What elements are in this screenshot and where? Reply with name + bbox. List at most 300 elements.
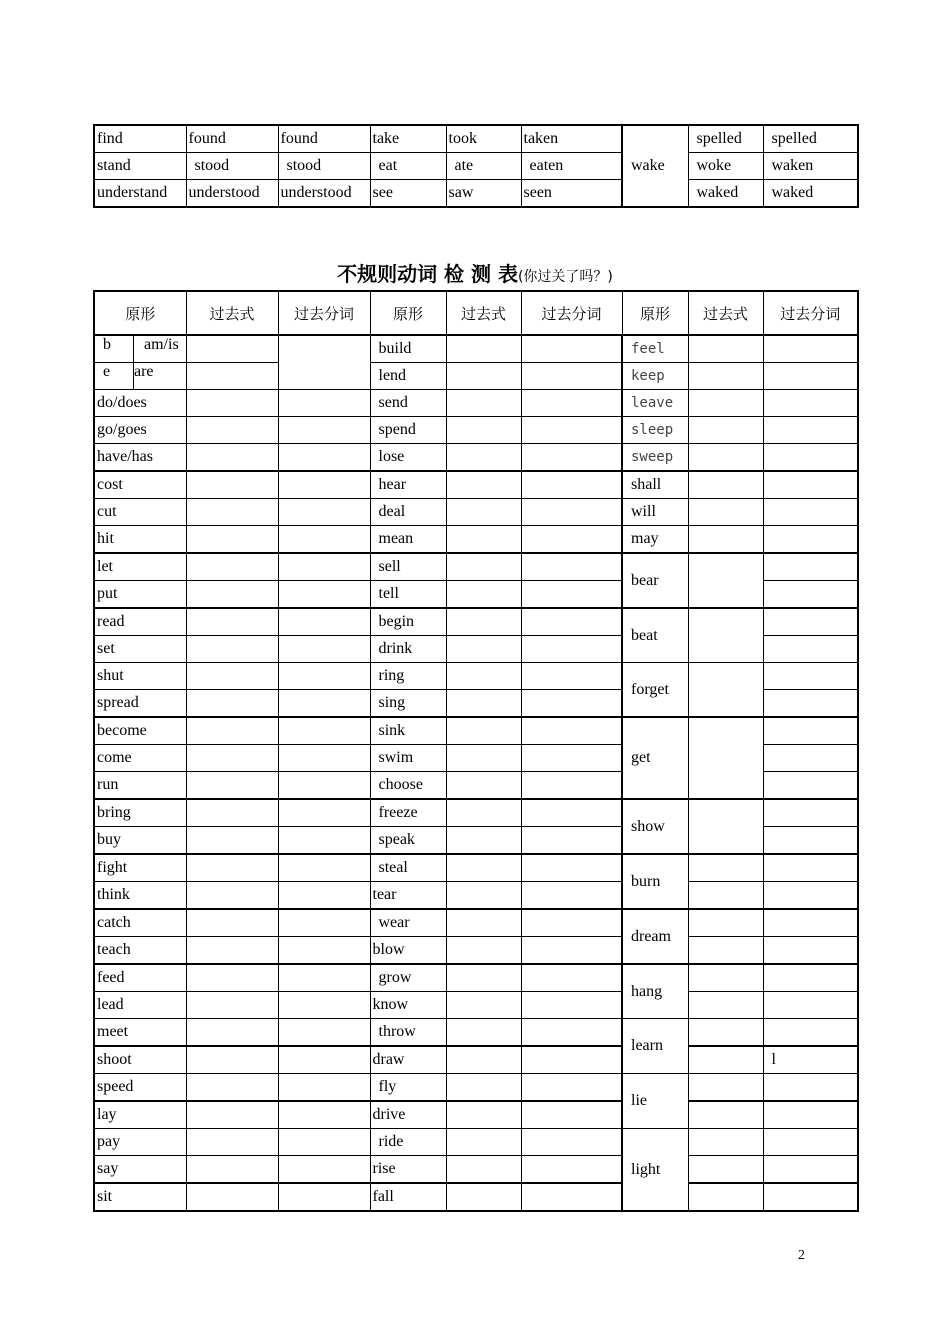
cell: woke [688, 153, 763, 180]
verb-base: grow [370, 964, 446, 992]
answer-cell[interactable] [446, 1074, 521, 1102]
answer-cell[interactable] [763, 882, 858, 910]
answer-cell[interactable] [521, 717, 622, 745]
answer-cell[interactable] [278, 390, 370, 417]
verb-base: do/does [94, 390, 186, 417]
answer-cell[interactable] [521, 772, 622, 800]
answer-cell[interactable] [521, 937, 622, 965]
table-row [94, 444, 858, 472]
cell: took [446, 125, 521, 153]
answer-cell[interactable] [688, 882, 763, 910]
answer-cell[interactable] [763, 444, 858, 472]
answer-cell[interactable] [521, 471, 622, 499]
answer-cell[interactable] [688, 499, 763, 526]
verb-base: speak [370, 827, 446, 855]
answer-cell[interactable] [688, 444, 763, 472]
verb-base: swim [370, 745, 446, 772]
answer-cell[interactable] [521, 690, 622, 718]
verb-base: hit [94, 526, 186, 554]
answer-cell[interactable] [278, 1129, 370, 1156]
header-cell: 原形 [94, 291, 186, 335]
answer-cell[interactable] [446, 772, 521, 800]
answer-cell[interactable] [446, 882, 521, 910]
answer-cell[interactable] [446, 745, 521, 772]
answer-cell[interactable] [186, 444, 278, 472]
verb-base: read [94, 608, 186, 636]
be-letter-e: e [95, 363, 134, 389]
cell: ate [446, 153, 521, 180]
answer-cell[interactable] [446, 553, 521, 581]
answer-cell[interactable] [278, 937, 370, 965]
answer-cell[interactable] [278, 636, 370, 663]
table-row [94, 1074, 858, 1102]
answer-cell[interactable] [763, 636, 858, 663]
answer-cell[interactable] [688, 799, 763, 854]
table-row [94, 909, 858, 937]
answer-cell[interactable] [688, 854, 763, 882]
answer-cell[interactable] [278, 717, 370, 745]
answer-cell[interactable] [446, 335, 521, 363]
answer-cell[interactable] [186, 1183, 278, 1211]
verb-base: spend [370, 417, 446, 444]
answer-cell[interactable] [688, 1019, 763, 1047]
answer-cell[interactable] [446, 909, 521, 937]
answer-cell[interactable] [186, 390, 278, 417]
answer-cell[interactable] [688, 608, 763, 663]
answer-cell[interactable] [278, 444, 370, 472]
cell: understand [94, 180, 186, 208]
answer-cell[interactable] [186, 335, 278, 363]
cell: stood [278, 153, 370, 180]
answer-note[interactable]: l [763, 1046, 858, 1074]
cell: seen [521, 180, 622, 208]
answer-cell[interactable] [446, 799, 521, 827]
answer-cell[interactable] [688, 992, 763, 1019]
header-cell: 原形 [370, 291, 446, 335]
cell: stand [94, 153, 186, 180]
answer-cell[interactable] [278, 1046, 370, 1074]
verb-base: let [94, 553, 186, 581]
answer-cell[interactable] [186, 636, 278, 663]
answer-cell[interactable] [521, 964, 622, 992]
answer-cell[interactable] [521, 335, 622, 363]
answer-cell[interactable] [278, 854, 370, 882]
verb-base: begin [370, 608, 446, 636]
cell: waked [763, 180, 858, 208]
answer-cell[interactable] [521, 363, 622, 390]
answer-cell[interactable] [278, 745, 370, 772]
verb-base: meet [94, 1019, 186, 1047]
answer-cell[interactable] [186, 608, 278, 636]
answer-cell[interactable] [278, 1074, 370, 1102]
answer-cell[interactable] [521, 854, 622, 882]
verb-base: ride [370, 1129, 446, 1156]
answer-cell[interactable] [688, 1129, 763, 1156]
verb-base: shut [94, 663, 186, 690]
table-row [94, 553, 858, 581]
verb-base: leave [622, 390, 688, 417]
answer-cell[interactable] [186, 663, 278, 690]
verb-base: lie [622, 1074, 688, 1129]
answer-cell[interactable] [521, 1101, 622, 1129]
answer-cell[interactable] [278, 1183, 370, 1211]
answer-cell[interactable] [763, 608, 858, 636]
answer-cell[interactable] [446, 444, 521, 472]
header-cell: 过去分词 [521, 291, 622, 335]
verb-base: buy [94, 827, 186, 855]
verb-base: fight [94, 854, 186, 882]
verb-base: are [134, 363, 154, 380]
verb-base: cost [94, 471, 186, 499]
answer-cell[interactable] [763, 745, 858, 772]
top-verb-table [93, 124, 859, 208]
answer-cell[interactable] [278, 471, 370, 499]
header-cell: 过去分词 [278, 291, 370, 335]
answer-cell[interactable] [186, 964, 278, 992]
verb-base: wear [370, 909, 446, 937]
table-row [94, 1101, 858, 1129]
answer-cell[interactable] [186, 827, 278, 855]
answer-cell[interactable] [763, 471, 858, 499]
verb-base: may [622, 526, 688, 554]
answer-cell[interactable] [186, 1019, 278, 1047]
verb-base: hang [622, 964, 688, 1019]
answer-cell[interactable] [521, 636, 622, 663]
verb-base: pay [94, 1129, 186, 1156]
verb-base: think [94, 882, 186, 910]
answer-cell[interactable] [763, 581, 858, 609]
answer-cell[interactable] [763, 1156, 858, 1184]
answer-cell[interactable] [446, 1156, 521, 1184]
verb-base: fly [370, 1074, 446, 1102]
answer-cell[interactable] [763, 417, 858, 444]
answer-cell[interactable] [278, 909, 370, 937]
table-row [94, 363, 858, 390]
answer-cell[interactable] [763, 1074, 858, 1102]
verb-base: lose [370, 444, 446, 472]
answer-cell[interactable] [446, 1046, 521, 1074]
answer-cell[interactable] [688, 663, 763, 718]
answer-cell[interactable] [763, 499, 858, 526]
verb-base: say [94, 1156, 186, 1184]
verb-base: rise [370, 1156, 446, 1184]
answer-cell[interactable] [186, 690, 278, 718]
cell: understood [186, 180, 278, 208]
answer-cell[interactable] [278, 499, 370, 526]
verb-base: lay [94, 1101, 186, 1129]
verb-base: send [370, 390, 446, 417]
answer-cell[interactable] [763, 827, 858, 855]
answer-cell[interactable] [446, 471, 521, 499]
verb-base: choose [370, 772, 446, 800]
answer-cell[interactable] [763, 363, 858, 390]
answer-cell[interactable] [446, 526, 521, 554]
answer-cell[interactable] [763, 717, 858, 745]
answer-cell[interactable] [521, 1019, 622, 1047]
answer-cell[interactable] [446, 827, 521, 855]
cell: waked [688, 180, 763, 208]
answer-cell[interactable] [446, 690, 521, 718]
cell: stood [186, 153, 278, 180]
answer-cell[interactable] [278, 608, 370, 636]
answer-cell[interactable] [688, 526, 763, 554]
answer-cell[interactable] [278, 1156, 370, 1184]
table-row [94, 882, 858, 910]
header-cell: 过去式 [446, 291, 521, 335]
answer-cell[interactable] [278, 882, 370, 910]
answer-cell[interactable] [186, 471, 278, 499]
answer-cell[interactable] [186, 499, 278, 526]
verb-base: sweep [622, 444, 688, 472]
answer-cell[interactable] [521, 1183, 622, 1211]
answer-cell[interactable] [763, 1183, 858, 1211]
answer-cell[interactable] [186, 363, 278, 390]
verb-base: become [94, 717, 186, 745]
answer-cell[interactable] [521, 390, 622, 417]
answer-cell[interactable] [763, 937, 858, 965]
answer-cell[interactable] [186, 1074, 278, 1102]
table-row [94, 1019, 858, 1047]
answer-cell[interactable] [688, 717, 763, 799]
table-row [94, 1183, 858, 1211]
answer-cell[interactable] [763, 1129, 858, 1156]
answer-cell[interactable] [688, 1101, 763, 1129]
answer-cell[interactable] [278, 772, 370, 800]
answer-cell[interactable] [688, 390, 763, 417]
answer-cell[interactable] [763, 690, 858, 718]
header-row [94, 291, 858, 335]
answer-cell[interactable] [521, 553, 622, 581]
verb-base: will [622, 499, 688, 526]
verb-base: come [94, 745, 186, 772]
answer-cell[interactable] [446, 1129, 521, 1156]
answer-cell[interactable] [688, 471, 763, 499]
answer-cell[interactable] [186, 854, 278, 882]
answer-cell[interactable] [446, 937, 521, 965]
answer-cell[interactable] [446, 1183, 521, 1211]
verb-base: show [622, 799, 688, 854]
answer-cell[interactable] [521, 1129, 622, 1156]
verb-base: speed [94, 1074, 186, 1102]
verb-base: blow [370, 937, 446, 965]
answer-cell[interactable] [446, 854, 521, 882]
answer-cell[interactable] [521, 663, 622, 690]
cell: saw [446, 180, 521, 208]
answer-cell[interactable] [186, 553, 278, 581]
header-cell: 过去分词 [763, 291, 858, 335]
answer-cell[interactable] [278, 581, 370, 609]
header-cell: 原形 [622, 291, 688, 335]
answer-cell[interactable] [278, 417, 370, 444]
table-row [94, 937, 858, 965]
verb-base: have/has [94, 444, 186, 472]
verb-base: catch [94, 909, 186, 937]
answer-cell[interactable] [278, 1101, 370, 1129]
answer-cell[interactable] [521, 444, 622, 472]
cell: eaten [521, 153, 622, 180]
answer-cell[interactable] [278, 1019, 370, 1047]
answer-cell[interactable] [278, 964, 370, 992]
table-row [94, 153, 858, 180]
table-row [94, 335, 858, 363]
table-row [94, 608, 858, 636]
answer-cell[interactable] [763, 663, 858, 690]
answer-cell[interactable] [763, 854, 858, 882]
cell: find [94, 125, 186, 153]
answer-cell[interactable] [688, 335, 763, 363]
verb-base: mean [370, 526, 446, 554]
answer-cell[interactable] [446, 992, 521, 1019]
be-cell [94, 335, 186, 363]
answer-cell[interactable] [446, 581, 521, 609]
answer-cell[interactable] [763, 909, 858, 937]
answer-cell[interactable] [446, 363, 521, 390]
answer-cell[interactable] [186, 1156, 278, 1184]
verb-base: light [622, 1129, 688, 1212]
verb-base: drive [370, 1101, 446, 1129]
answer-cell[interactable] [446, 663, 521, 690]
verb-base: tell [370, 581, 446, 609]
answer-cell[interactable] [688, 553, 763, 608]
answer-cell[interactable] [278, 663, 370, 690]
answer-cell[interactable] [763, 1019, 858, 1047]
answer-cell[interactable] [688, 1046, 763, 1074]
answer-cell[interactable] [186, 417, 278, 444]
answer-cell[interactable] [446, 964, 521, 992]
verb-base: burn [622, 854, 688, 909]
verb-test-table [93, 290, 859, 1212]
answer-cell[interactable] [521, 608, 622, 636]
cell: take [370, 125, 446, 153]
cell: spelled [688, 125, 763, 153]
table-row [94, 663, 858, 690]
be-letter-b: b [95, 336, 134, 362]
answer-cell[interactable] [521, 581, 622, 609]
answer-cell[interactable] [278, 992, 370, 1019]
answer-cell[interactable] [763, 799, 858, 827]
cell: waken [763, 153, 858, 180]
answer-cell[interactable] [278, 526, 370, 554]
verb-base: forget [622, 663, 688, 718]
verb-base: bring [94, 799, 186, 827]
answer-cell[interactable] [186, 909, 278, 937]
answer-cell[interactable] [186, 526, 278, 554]
answer-cell[interactable] [278, 335, 370, 390]
answer-cell[interactable] [186, 992, 278, 1019]
answer-cell[interactable] [763, 390, 858, 417]
be-cell [94, 363, 186, 390]
cell: found [186, 125, 278, 153]
answer-cell[interactable] [521, 827, 622, 855]
page-number: 2 [798, 1248, 805, 1263]
verb-base: sell [370, 553, 446, 581]
title-main: 不规则动词 检 测 表 [337, 262, 518, 286]
answer-cell[interactable] [763, 526, 858, 554]
answer-cell[interactable] [521, 882, 622, 910]
answer-cell[interactable] [186, 1129, 278, 1156]
answer-cell[interactable] [688, 1074, 763, 1102]
verb-base: run [94, 772, 186, 800]
answer-cell[interactable] [521, 799, 622, 827]
answer-cell[interactable] [521, 1074, 622, 1102]
cell: see [370, 180, 446, 208]
answer-cell[interactable] [521, 1156, 622, 1184]
answer-cell[interactable] [763, 964, 858, 992]
answer-cell[interactable] [688, 1183, 763, 1211]
table-row [94, 854, 858, 882]
answer-cell[interactable] [278, 799, 370, 827]
verb-base: put [94, 581, 186, 609]
answer-cell[interactable] [763, 992, 858, 1019]
verb-base: am/is [144, 336, 179, 353]
answer-cell[interactable] [446, 417, 521, 444]
verb-base: shall [622, 471, 688, 499]
answer-cell[interactable] [278, 690, 370, 718]
table-row [94, 125, 858, 153]
answer-cell[interactable] [763, 772, 858, 800]
answer-cell[interactable] [688, 909, 763, 937]
answer-cell[interactable] [521, 526, 622, 554]
answer-cell[interactable] [521, 1046, 622, 1074]
answer-cell[interactable] [186, 772, 278, 800]
table-row [94, 1129, 858, 1156]
answer-cell[interactable] [186, 1046, 278, 1074]
answer-cell[interactable] [186, 717, 278, 745]
table-row [94, 1156, 858, 1184]
answer-cell[interactable] [446, 390, 521, 417]
verb-base: beat [622, 608, 688, 663]
answer-cell[interactable] [186, 581, 278, 609]
cell: understood [278, 180, 370, 208]
answer-cell[interactable] [446, 1019, 521, 1047]
answer-cell[interactable] [446, 499, 521, 526]
answer-cell[interactable] [763, 335, 858, 363]
answer-cell[interactable] [446, 608, 521, 636]
answer-cell[interactable] [186, 937, 278, 965]
answer-cell[interactable] [521, 417, 622, 444]
answer-cell[interactable] [688, 964, 763, 992]
verb-base: ring [370, 663, 446, 690]
table-row [94, 799, 858, 827]
answer-cell[interactable] [521, 499, 622, 526]
answer-cell[interactable] [186, 799, 278, 827]
verb-base: sing [370, 690, 446, 718]
verb-base: get [622, 717, 688, 799]
answer-cell[interactable] [688, 417, 763, 444]
verb-base: spread [94, 690, 186, 718]
answer-cell[interactable] [763, 553, 858, 581]
answer-cell[interactable] [521, 745, 622, 772]
verb-base: throw [370, 1019, 446, 1047]
answer-cell[interactable] [446, 636, 521, 663]
answer-cell[interactable] [278, 553, 370, 581]
answer-cell[interactable] [688, 937, 763, 965]
answer-cell[interactable] [763, 1101, 858, 1129]
answer-cell[interactable] [521, 992, 622, 1019]
answer-cell[interactable] [688, 1156, 763, 1184]
answer-cell[interactable] [446, 717, 521, 745]
answer-cell[interactable] [446, 1101, 521, 1129]
answer-cell[interactable] [278, 827, 370, 855]
verb-base: bear [622, 553, 688, 608]
verb-base: sit [94, 1183, 186, 1211]
answer-cell[interactable] [186, 882, 278, 910]
answer-cell[interactable] [186, 745, 278, 772]
answer-cell[interactable] [186, 1101, 278, 1129]
answer-cell[interactable] [688, 363, 763, 390]
verb-base: fall [370, 1183, 446, 1211]
answer-cell[interactable] [521, 909, 622, 937]
